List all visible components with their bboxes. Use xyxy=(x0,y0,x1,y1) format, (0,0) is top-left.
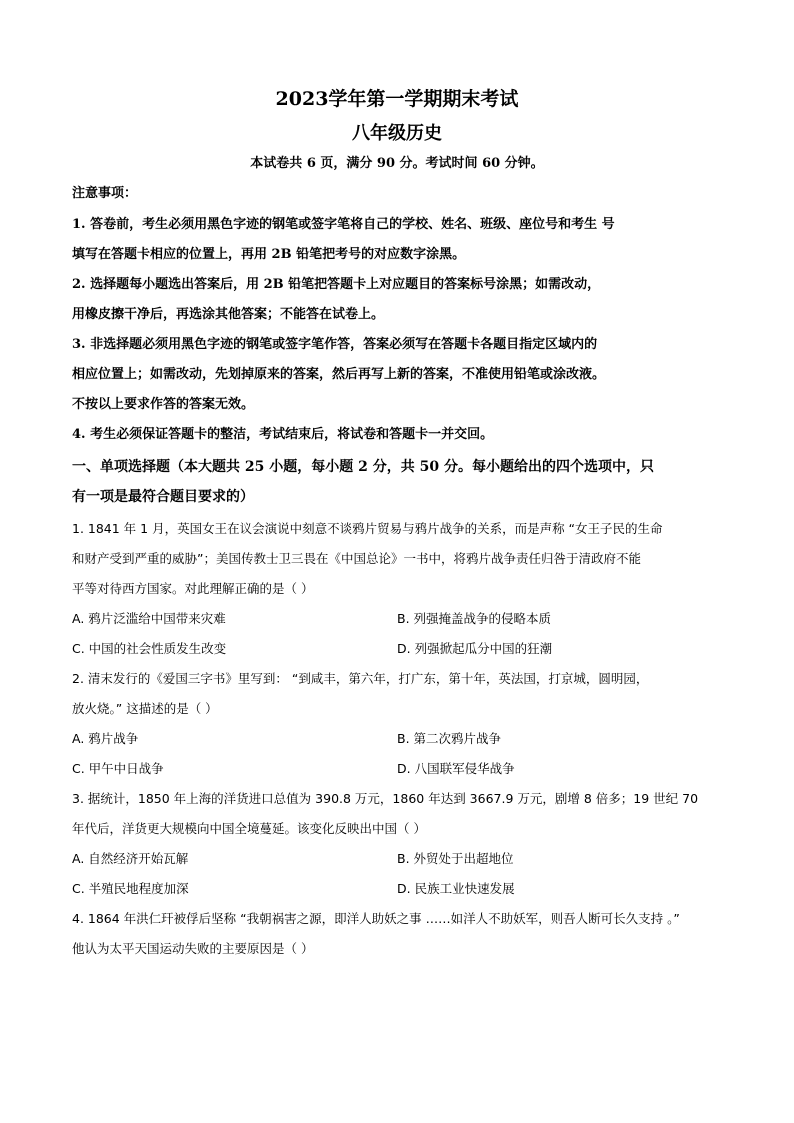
option-a: A. 鸦片泛滥给中国带来灾难 xyxy=(72,611,226,626)
option-b: B. 外贸处于出超地位 xyxy=(397,851,514,866)
option-a: A. 自然经济开始瓦解 xyxy=(72,851,189,866)
question-3-options xyxy=(72,844,722,904)
question-2 xyxy=(72,664,722,724)
question-1 xyxy=(72,514,722,604)
exam-subject: 八年级历史 xyxy=(352,123,442,144)
option-d: D. 列强掀起瓜分中国的狂潮 xyxy=(397,641,553,656)
option-b: B. 第二次鸦片战争 xyxy=(397,731,502,746)
notice-line: 2. 选择题每小题选出答案后，用 2B 铅笔把答题卡上对应题目的答案标号涂黑；如需改动， xyxy=(72,277,601,292)
section-line: 有一项是最符合题目要求的） xyxy=(72,489,254,505)
notice-item-4 xyxy=(72,420,722,450)
option-b: B. 列强掩盖战争的侵略本质 xyxy=(397,611,552,626)
question-line: 平等对待西方国家。对此理解正确的是（ ） xyxy=(72,581,314,596)
question-line: 放火烧。” 这描述的是（ ） xyxy=(72,701,218,716)
option-a: A. 鸦片战争 xyxy=(72,731,139,746)
option-c: C. 半殖民地程度加深 xyxy=(72,881,189,896)
question-line: 1. 1841 年 1 月，英国女王在议会演说中刻意不谈鸦片贸易与鸦片战争的关系，而是声称 “女王子民的生命 xyxy=(72,521,663,536)
notice-line: 相应位置上；如需改动，先划掉原来的答案，然后再写上新的答案，不准使用铅笔或涂改液。 xyxy=(72,367,606,382)
question-line: 4. 1864 年洪仁玕被俘后坚称 “我朝祸害之源，即洋人助妖之事 ……如洋人不助妖军，则吾人断可长久支持 。” xyxy=(72,911,680,926)
option-d: D. 民族工业快速发展 xyxy=(397,881,515,896)
notice-heading: 注意事项： xyxy=(72,186,138,201)
notice-item-2 xyxy=(72,270,722,330)
question-line: 年代后，洋货更大规模向中国全境蔓延。该变化反映出中国（ ） xyxy=(72,821,426,836)
notice-item-3 xyxy=(72,330,722,420)
question-3 xyxy=(72,784,722,844)
section-line: 一、单项选择题（本大题共 25 小题，每小题 2 分，共 50 分。每小题给出的四个选项中，只 xyxy=(72,459,654,475)
notice-line: 1. 答卷前，考生必须用黑色字迹的钢笔或签字笔将自己的学校、姓名、班级、座位号和考生 号 xyxy=(72,217,615,232)
question-line: 2. 清末发行的《爱国三字书》里写到： “到咸丰，第六年，打广东，第十年，英法国，打京城，圆明园， xyxy=(72,671,649,686)
exam-info: 本试卷共 6 页，满分 90 分。考试时间 60 分钟。 xyxy=(250,156,544,171)
exam-title: 2023学年第一学期期末考试 xyxy=(275,88,519,110)
question-line: 他认为太平天国运动失败的主要原因是（ ） xyxy=(72,941,314,956)
option-c: C. 甲午中日战争 xyxy=(72,761,164,776)
notice-line: 不按以上要求作答的答案无效。 xyxy=(72,397,255,412)
section-heading xyxy=(72,452,722,512)
notice-line: 用橡皮擦干净后，再选涂其他答案；不能答在试卷上。 xyxy=(72,307,385,322)
notice-line: 填写在答题卡相应的位置上，再用 2B 铅笔把考号的对应数字涂黑。 xyxy=(72,247,466,262)
question-line: 3. 据统计，1850 年上海的洋货进口总值为 390.8 万元，1860 年达到 3667.9 万元，剧增 8 倍多；19 世纪 70 xyxy=(72,791,699,806)
option-c: C. 中国的社会性质发生改变 xyxy=(72,641,227,656)
notice-line: 4. 考生必须保证答题卡的整洁，考试结束后，将试卷和答题卡一并交回。 xyxy=(72,427,494,442)
notice-line: 3. 非选择题必须用黑色字迹的钢笔或签字笔作答，答案必须写在答题卡各题目指定区域内的 xyxy=(72,337,598,352)
question-4 xyxy=(72,904,722,964)
option-d: D. 八国联军侵华战争 xyxy=(397,761,515,776)
notice-item-1 xyxy=(72,210,722,270)
question-2-options xyxy=(72,724,722,784)
question-1-options xyxy=(72,604,722,664)
question-line: 和财产受到严重的威胁”；美国传教士卫三畏在《中国总论》一书中，将鸦片战争责任归咎于清政府不能 xyxy=(72,551,641,566)
